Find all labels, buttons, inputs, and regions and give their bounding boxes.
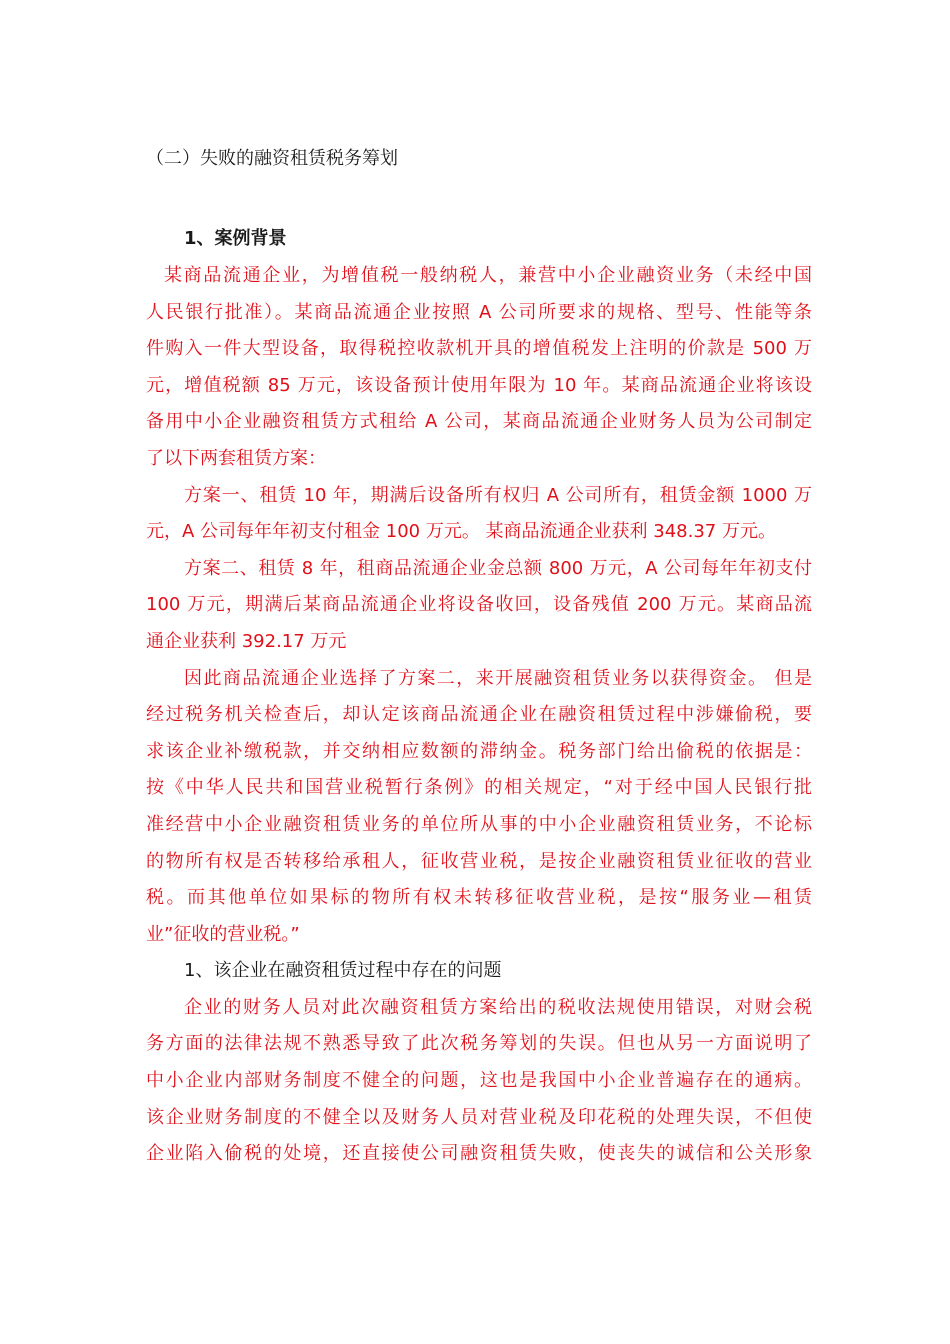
- text-line: 件购入一件大型设备，取得税控收款机开具的增值税发上注明的价款是 500 万: [146, 338, 812, 360]
- text-line: 中小企业内部财务制度不健全的问题，这也是我国中小企业普遍存在的通病。: [146, 1070, 812, 1092]
- text-line: 务方面的法律法规不熟悉导致了此次税务筹划的失误。但也从另一方面说明了: [146, 1033, 812, 1055]
- text-line: 该企业财务制度的不健全以及财务人员对营业税及印花税的处理失误，不但使: [146, 1106, 812, 1128]
- text-line: 准经营中小企业融资租赁业务的单位所从事的中小企业融资租赁业务，不论标: [146, 813, 812, 835]
- text-line: 人民银行批准）。某商品流通企业按照 A 公司所要求的规格、型号、性能等条: [146, 301, 812, 323]
- text-line: 元，A 公司每年年初支付租金 100 万元。 某商品流通企业获利 348.37 万元。: [146, 521, 776, 543]
- text-line: 业”征收的营业税。”: [146, 923, 300, 945]
- text-line: 元，增值税额 85 万元，该设备预计使用年限为 10 年。某商品流通企业将该设: [146, 374, 812, 396]
- text-line: 税。而其他单位如果标的物所有权未转移征收营业税，是按“服务业—租赁: [146, 887, 812, 909]
- text-line: 通企业获利 392.17 万元: [146, 630, 347, 652]
- text-line: 方案二、租赁 8 年，租商品流通企业金总额 800 万元，A 公司每年年初支付: [184, 557, 812, 579]
- case-title: 1、案例背景: [184, 228, 287, 249]
- text-line: 100 万元，期满后某商品流通企业将设备收回，设备残值 200 万元。某商品流: [146, 594, 812, 616]
- text-line: 按《中华人民共和国营业税暂行条例》的相关规定，“对于经中国人民银行批: [146, 777, 812, 799]
- text-line: 因此商品流通企业选择了方案二，来开展融资租赁业务以获得资金。 但是: [184, 667, 812, 689]
- text-line: 了以下两套租赁方案：: [146, 447, 326, 469]
- text-line: 企业陷入偷税的处境，还直接使公司融资租赁失败，使丧失的诚信和公关形象: [146, 1143, 812, 1165]
- text-line: 求该企业补缴税款，并交纳相应数额的滞纳金。税务部门给出偷税的依据是：: [146, 740, 812, 762]
- body-text: [146, 258, 812, 1173]
- text-line: 企业的财务人员对此次融资租赁方案给出的税收法规使用错误，对财会税: [184, 996, 812, 1018]
- text-line: 经过税务机关检查后，却认定该商品流通企业在融资租赁过程中涉嫌偷税，要: [146, 704, 812, 726]
- text-line: 方案一、租赁 10 年，期满后设备所有权归 A 公司所有，租赁金额 1000 万: [184, 484, 812, 506]
- text-line: 的物所有权是否转移给承租人，征收营业税，是按企业融资租赁业征收的营业: [146, 850, 812, 872]
- section-title: （二）失败的融资租赁税务筹划: [146, 148, 398, 169]
- text-line: 备用中小企业融资租赁方式租给 A 公司，某商品流通企业财务人员为公司制定: [146, 411, 812, 433]
- problem-subheading: 1、该企业在融资租赁过程中存在的问题: [184, 960, 502, 982]
- text-line: 某商品流通企业，为增值税一般纳税人，兼营中小企业融资业务（未经中国: [164, 265, 812, 286]
